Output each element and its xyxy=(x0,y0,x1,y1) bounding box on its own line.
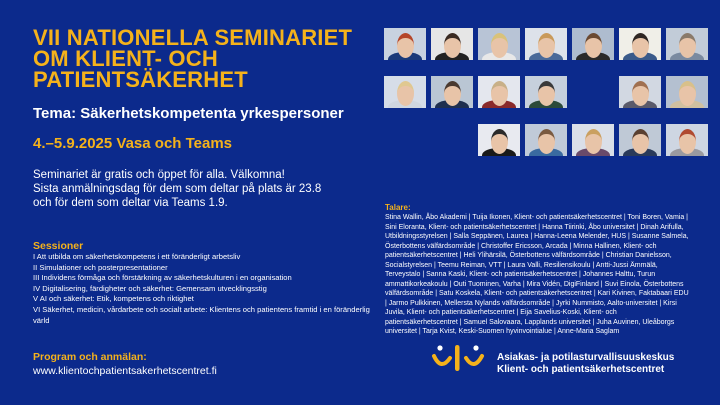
speaker-photo-face xyxy=(397,81,414,106)
speaker-photo-face xyxy=(632,129,649,154)
intro-text xyxy=(33,168,383,210)
speaker-photo xyxy=(666,124,708,156)
speaker-photo-face xyxy=(444,81,461,106)
speaker-photo xyxy=(619,28,661,60)
speaker-photo xyxy=(619,76,661,108)
speaker-photo-face xyxy=(491,33,508,58)
speaker-photo xyxy=(525,124,567,156)
session-item: II Simulationer och posterpresentationer xyxy=(33,262,168,272)
theme-subtitle: Tema: Säkerhetskompetenta yrkespersoner xyxy=(33,105,344,122)
organization-name-sv: Klient- och patientsäkerhetscentret xyxy=(497,364,665,375)
intro-line-1: Seminariet är gratis och öppet för alla. Välkomna! xyxy=(33,169,285,181)
session-item: III Individens förmåga och förstärkning av säkerhetskulturen i en organisation xyxy=(33,273,292,283)
speaker-photo-face xyxy=(538,33,555,58)
speaker-photo xyxy=(619,124,661,156)
speaker-photo xyxy=(478,76,520,108)
program-link[interactable]: www.klientochpatientsakerhetscentret.fi xyxy=(33,365,217,377)
session-item: VI Säkerhet, medicin, vårdarbete och socialt arbete: Klientens och patientens framtid i en föränderlig värld xyxy=(33,304,370,325)
speaker-photo xyxy=(431,28,473,60)
speaker-photo xyxy=(478,124,520,156)
title-line-2: OM KLIENT- OCH xyxy=(33,46,218,71)
session-item: I Att utbilda om säkerhetskompetens i ett föränderligt arbetsliv xyxy=(33,252,241,261)
seminar-title xyxy=(33,27,383,90)
intro-line-2: Sista anmälningsdag för dem som deltar på plats är 23.8 xyxy=(33,183,322,195)
speaker-photo xyxy=(525,76,567,108)
speaker-photo xyxy=(525,28,567,60)
speakers-heading: Talare: xyxy=(385,203,411,212)
title-line-1: VII NATIONELLA SEMINARIET xyxy=(33,25,353,50)
title-line-3: PATIENTSÄKERHET xyxy=(33,67,248,92)
speaker-photo-face xyxy=(538,81,555,106)
organization-name-fi: Asiakas- ja potilasturvallisuuskeskus xyxy=(497,352,675,363)
speaker-photo xyxy=(384,76,426,108)
speakers-list: Stina Wallin, Åbo Akademi | Tuija Ikonen, Klient- och patientsäkerhetscentret | Toni Boren, Vamia | Sini Eloranta, Klient- och patientsäkerhetscentret | Hanna Tiirinki, Åbo universitet | Dinah Arifulla, Utbildningsstyrelsen | Salla Seppänen, Laurea | Hanna-Leena Melender, HUS | Susanne Salmela, Österbottens välfärdsområde | Christoffer Ericsson, Arcada | Minna Hallinen, Klient- och patientsäkerhetscentret | Heli Ylihärsilä, Österbottens välfärdsområde | Christian Danielsson, Socialstyrelsen | Teemu Reiman, VTT | Laura Valli, Resiliensikoulu | Antti-Jussi Ämmälä, Terveystalo | Sanna Kaski, Klient- och patientsäkerhetscentret | Johannes Halttu, Turun ammattikorkeakoulu | Outi Tuominen, Varha | Mira Vidén, DigiFinland | Suvi Einola, Österbottens välfärdsområde | Satu Koskela, Klient- och patientsäkerhetscentret | Kari Kivinen, Faktabaari EDU | Jarmo Pulkkinen, Mellersta Nylands välfärdsområde | Jyrki Nummisto, Aalto-universitet | Kirsi Juvila, Klient- och patientsäkerhetscentret | Eija Savelius-Koski, Klient- och patientsäkerhetscentret | Samuel Salovaara, Lapplands universitet | Juha Auvinen, Uleåborgs universitet | Tarja Kvist, Keski-Suomen hyvinvointialue | Anne-Maria Saglam xyxy=(385,214,689,335)
speaker-photo-grid xyxy=(380,25,710,201)
sessions-list xyxy=(33,252,378,326)
event-dates: 4.–5.9.2025 Vasa och Teams xyxy=(33,135,233,152)
speaker-photo-face xyxy=(679,129,696,154)
speaker-photo-face xyxy=(679,33,696,58)
speaker-photo-face xyxy=(397,33,414,58)
speaker-photo xyxy=(478,28,520,60)
speaker-photo xyxy=(666,76,708,108)
speaker-photo-face xyxy=(491,81,508,106)
sessions-heading: Sessioner xyxy=(33,240,84,252)
speaker-photo xyxy=(384,28,426,60)
speaker-photo xyxy=(572,28,614,60)
speaker-photo-face xyxy=(632,81,649,106)
speaker-photo-face xyxy=(491,129,508,154)
speaker-photo-face xyxy=(538,129,555,154)
speaker-photo-face xyxy=(444,33,461,58)
speaker-photo xyxy=(572,124,614,156)
session-item: IV Digitalisering, färdigheter och säkerhet: Gemensam utvecklingsstig xyxy=(33,283,267,293)
speaker-photo xyxy=(666,28,708,60)
speaker-photo xyxy=(431,76,473,108)
session-item: V AI och säkerhet: Etik, kompetens och riktighet xyxy=(33,294,194,304)
program-heading: Program och anmälan: xyxy=(33,351,147,363)
speaker-photo-face xyxy=(632,33,649,58)
speaker-photo-face xyxy=(585,129,602,154)
intro-line-3: och för dem som deltar via Teams 1.9. xyxy=(33,197,228,209)
speaker-photo-face xyxy=(679,81,696,106)
organization-logo-icon xyxy=(430,342,486,374)
speaker-photo-face xyxy=(585,33,602,58)
